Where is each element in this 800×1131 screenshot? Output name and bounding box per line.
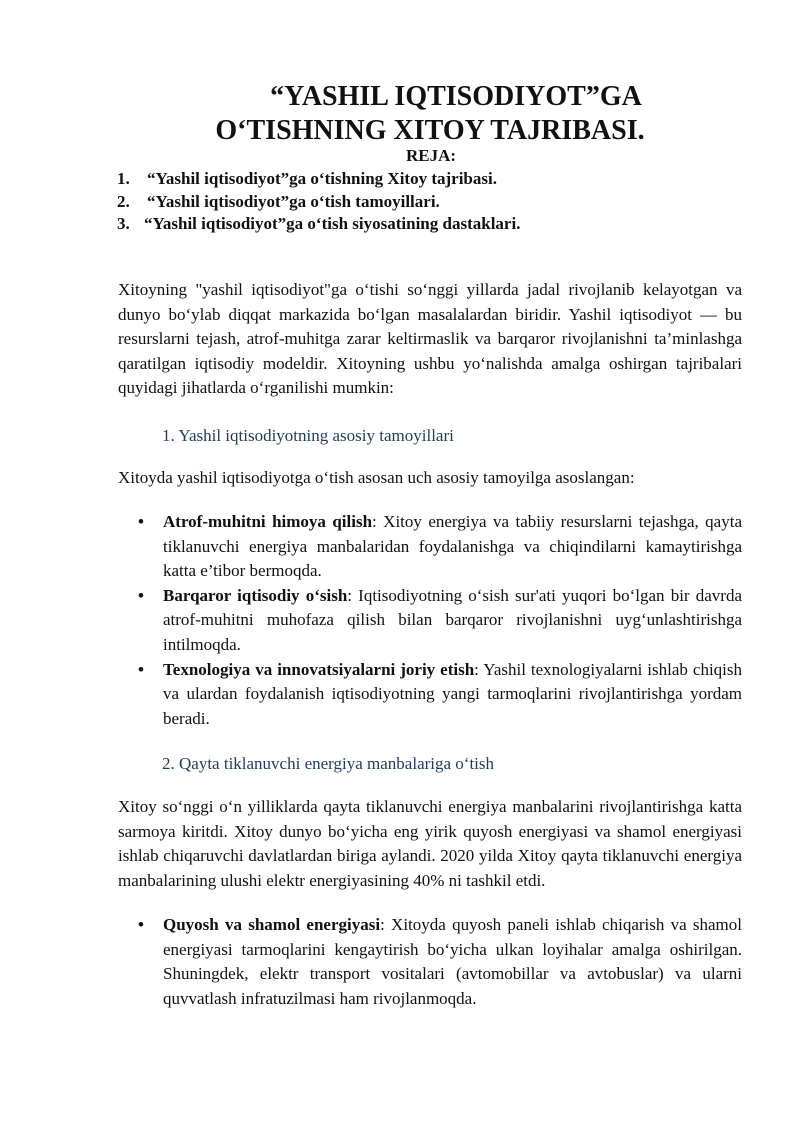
list-item xyxy=(118,658,742,732)
plan-item-text: “Yashil iqtisodiyot”ga o‘tish siyosatining dastaklari. xyxy=(144,214,521,233)
plan-list xyxy=(117,168,520,236)
bullet-term: Quyosh va shamol energiyasi xyxy=(163,915,381,934)
bullet-icon: • xyxy=(138,585,144,605)
bullet-icon: • xyxy=(138,915,144,934)
plan-item xyxy=(117,213,520,236)
plan-item-text: “Yashil iqtisodiyot”ga o‘tish tamoyillari. xyxy=(147,191,440,211)
section-2-heading: 2. Qayta tiklanuvchi energiya manbalariga o‘tish xyxy=(162,754,495,773)
bullet-term: Texnologiya va innovatsiyalarni joriy etish xyxy=(163,659,475,679)
section-1-heading: 1. Yashil iqtisodiyotning asosiy tamoyillari xyxy=(162,426,454,445)
bullet-text: : Yashil texnologiyalarni ishlab chiqish va ulardan foydalanish iqtisodiyotning yangi tarmoqlarini rivojlantirishga yordam beradi. xyxy=(163,659,743,728)
section-1-bullet-list xyxy=(118,510,742,731)
bullet-icon: • xyxy=(138,512,144,531)
document-title-line-1: “YASHIL IQTISODIYOT”GA xyxy=(270,81,642,112)
plan-item xyxy=(117,191,520,214)
plan-item-number: 3. xyxy=(117,214,130,233)
document-title-line-2: O‘TISHNING XITOY TAJRIBASI. xyxy=(215,115,645,146)
plan-heading: REJA: xyxy=(405,146,457,165)
intro-paragraph: Xitoyning "yashil iqtisodiyot"ga o‘tishi so‘nggi yillarda jadal rivojlanib kelayotgan va dunyo bo‘ylab diqqat markazida bo‘lgan masalalardan biridir. Yashil iqtisodiyot — bu resurslarni tejash, atrof-muhitga zarar keltirmaslik va barqaror rivojlanishni ta’minlashga qaratilgan iqtisodiy modeldir. Xitoyning ushbu yo‘nalishda amalga oshirgan tajribalari quyidagi jihatlarda o‘rganilishi mumkin: xyxy=(118,280,742,398)
list-item xyxy=(118,584,742,658)
plan-item xyxy=(117,168,520,191)
bullet-term: Barqaror iqtisodiy o‘sish xyxy=(163,585,348,605)
section-2-lead: Xitoy so‘nggi o‘n yilliklarda qayta tiklanuvchi energiya manbalarini rivojlantirishga katta sarmoya kiritdi. Xitoy dunyo bo‘yicha eng yirik quyosh energiyasi va shamol energiyasi ishlab chiqaruvchi davlatlardan biriga aylandi. 2020 yilda Xitoy qayta tiklanuvchi energiya manbalarining ulushi elektr energiyasining 40% ni tashkil etdi. xyxy=(118,797,742,890)
plan-item-number: 1. xyxy=(117,169,130,188)
list-item xyxy=(118,913,742,1011)
bullet-text: : Xitoyda quyosh paneli ishlab chiqarish va shamol energiyasi tarmoqlarini kengaytirish bo‘yicha ulkan loyihalar amalga oshirilgan. Shuningdek, elektr transport vositalari (avtomobillar va avtobuslar) va ularni quvvatlash infratuzilmasi ham rivojlanmoqda. xyxy=(163,915,743,1008)
section-1-lead: Xitoyda yashil iqtisodiyotga o‘tish asosan uch asosiy tamoyilga asoslangan: xyxy=(118,468,635,487)
list-item xyxy=(118,510,742,584)
plan-item-text: “Yashil iqtisodiyot”ga o‘tishning Xitoy tajribasi. xyxy=(147,169,497,188)
plan-item-number: 2. xyxy=(117,191,130,211)
bullet-text: : Iqtisodiyotning o‘sish sur'ati yuqori bo‘lgan bir davrda atrof-muhitni muhofaza qilish bilan barqaror rivojlanishni uyg‘unlashtirishga intilmoqda. xyxy=(163,585,742,654)
section-2-bullet-list xyxy=(118,913,742,1011)
bullet-text: : Xitoy energiya va tabiiy resurslarni tejashga, qayta tiklanuvchi energiya manbalaridan foydalanishga va chiqindilarni kamaytirishga katta e’tibor bermoqda. xyxy=(163,512,742,581)
bullet-icon: • xyxy=(138,659,144,679)
bullet-term: Atrof-muhitni himoya qilish xyxy=(163,512,373,531)
